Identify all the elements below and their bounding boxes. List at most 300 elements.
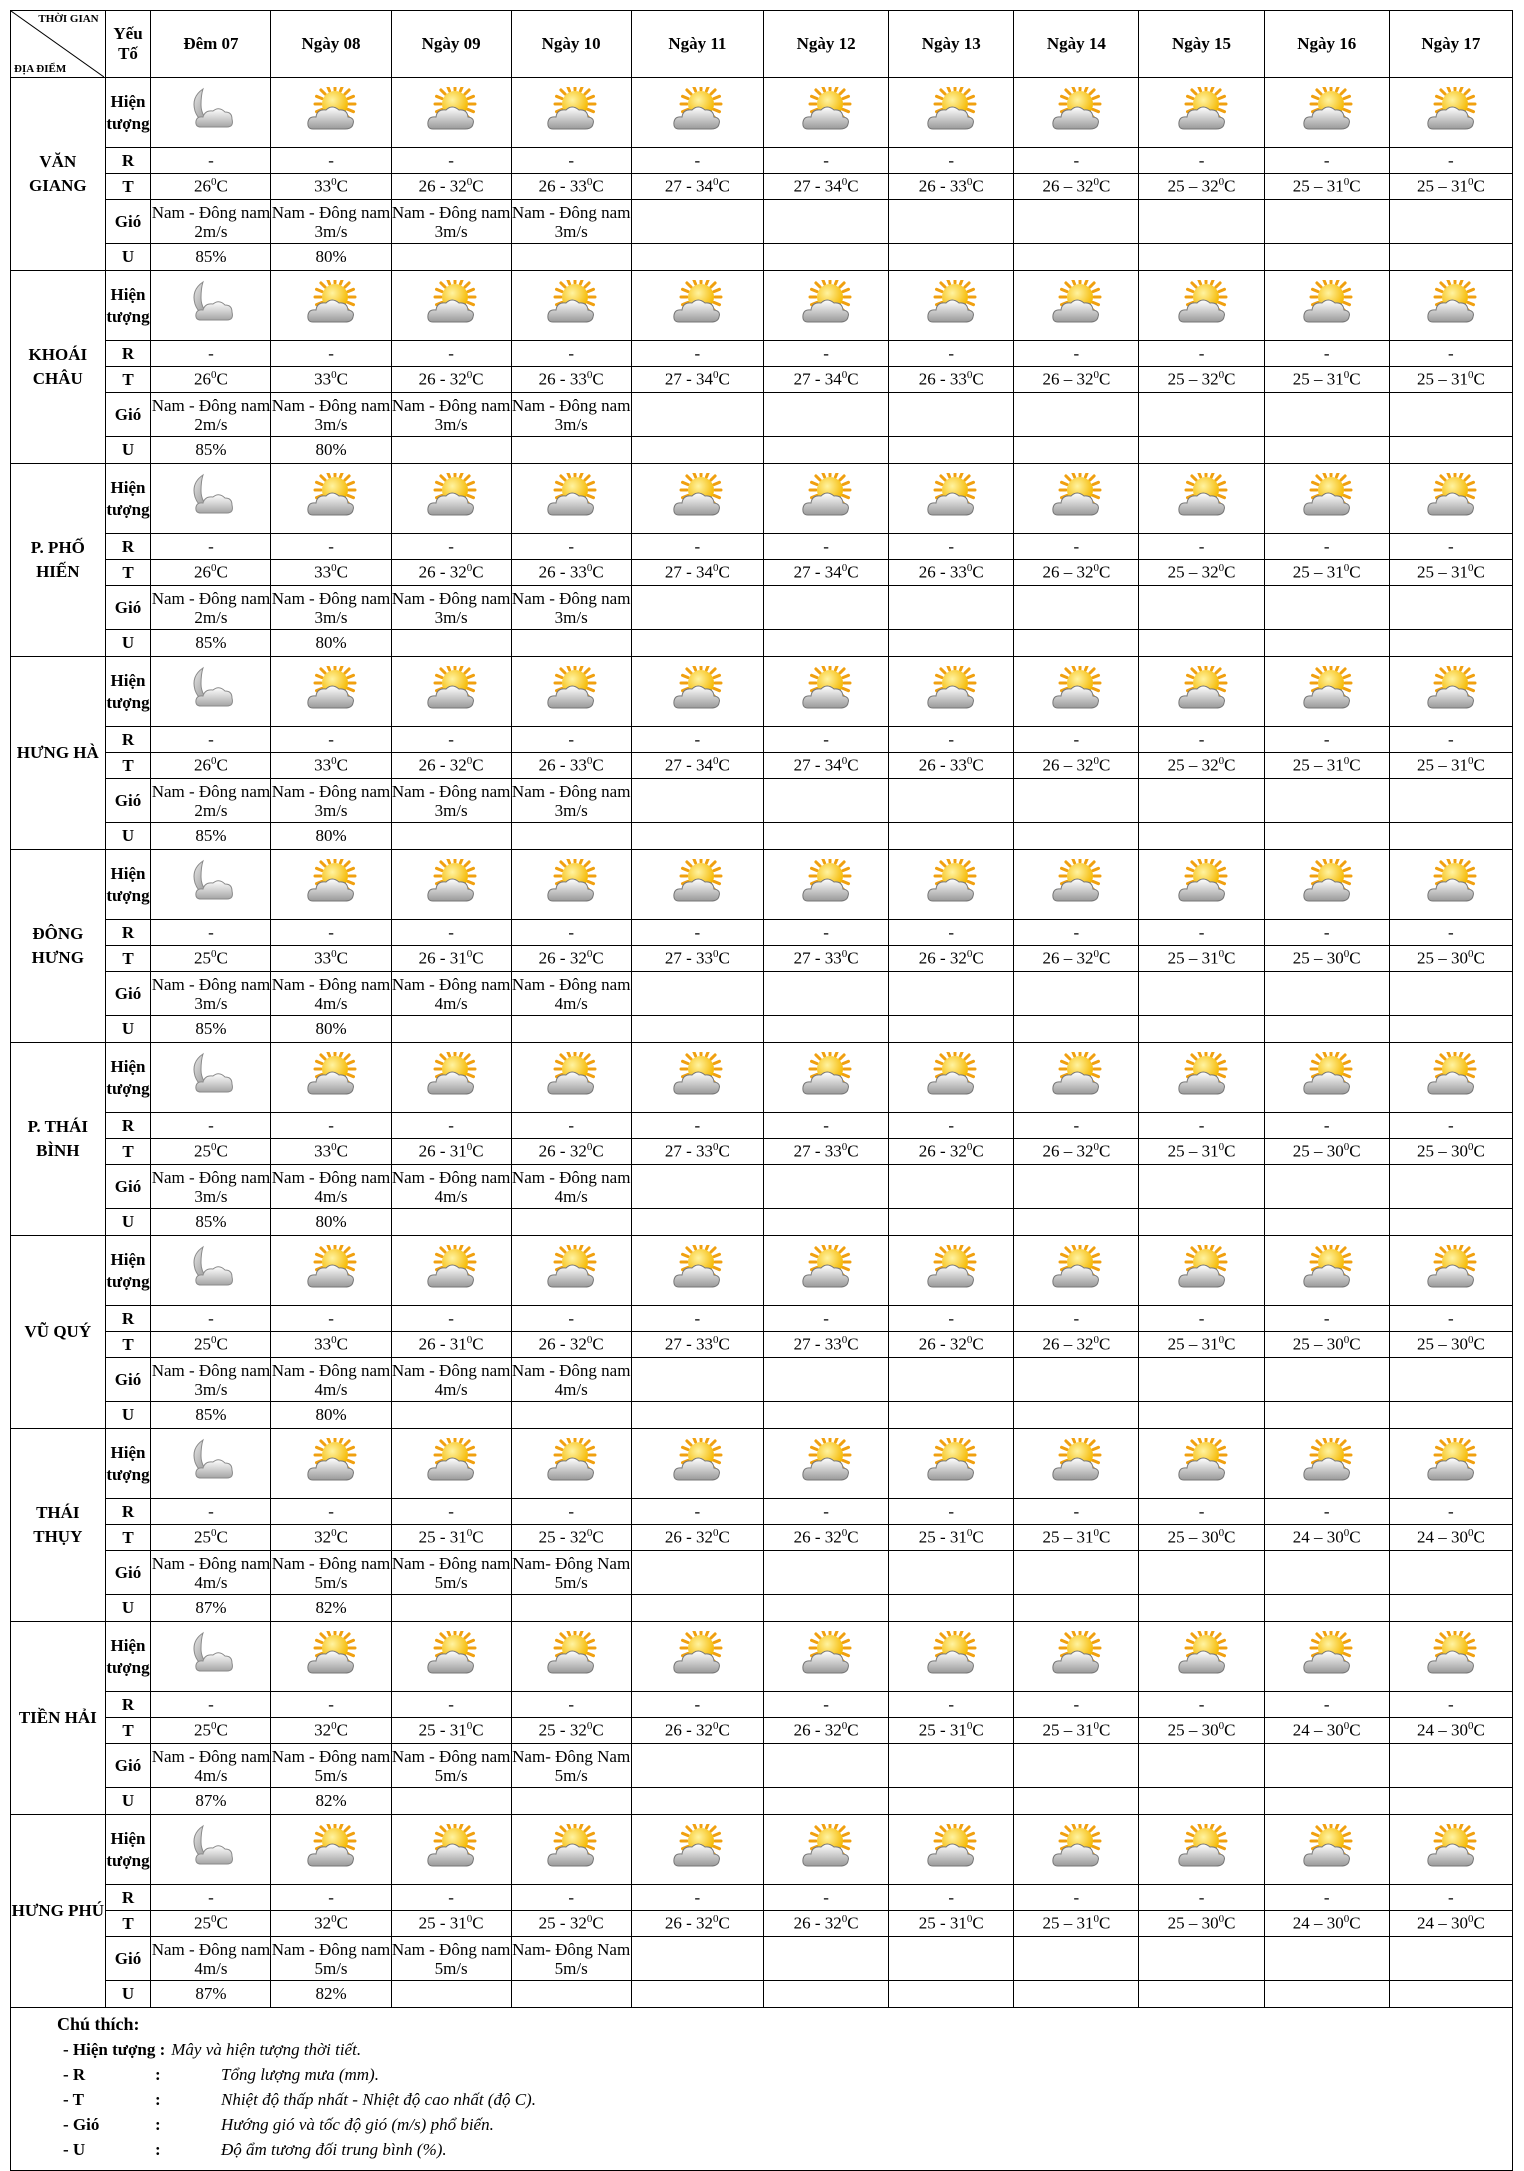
sun-cloud-icon [800, 87, 852, 138]
celsius-unit: C [1224, 1720, 1236, 1740]
row-icon [11, 1429, 1513, 1499]
sun-cloud-icon [800, 1052, 852, 1103]
temperature-value: 25 – 32 [1167, 369, 1219, 389]
temperature-value: 25 – 31 [1416, 369, 1468, 389]
sun-cloud-icon [305, 859, 357, 910]
rain-cell: - [1389, 341, 1512, 367]
celsius-unit: C [1098, 562, 1111, 582]
degree-mark: 0 [841, 1527, 848, 1540]
rain-cell: - [631, 920, 763, 946]
element-column-header: Yếu Tố [105, 11, 151, 78]
celsius-unit: C [1473, 1141, 1485, 1161]
celsius-unit: C [1224, 948, 1236, 968]
sun-cloud-icon [1176, 1824, 1228, 1875]
location-name: TIỀN HẢI [11, 1622, 106, 1815]
temperature-cell [1264, 753, 1389, 779]
degree-mark: 0 [1093, 562, 1099, 575]
temperature-cell [1389, 1911, 1512, 1937]
row-icon [11, 850, 1513, 920]
temperature-value: 25 – 31 [1167, 1334, 1219, 1354]
rain-cell: - [391, 534, 511, 560]
temperature-cell [1389, 1139, 1512, 1165]
weather-cell [1389, 271, 1512, 341]
wind-cell [1139, 972, 1264, 1016]
rain-cell: - [1264, 1885, 1389, 1911]
sun-cloud-icon [1425, 666, 1477, 717]
legend-description: Mây và hiện tượng thời tiết. [171, 2040, 362, 2059]
element-label-icon: Hiện tượng [105, 1236, 151, 1306]
temperature-cell [764, 1718, 889, 1744]
sun-cloud-icon [800, 859, 852, 910]
element-label-g: Gió [105, 586, 151, 630]
temperature-cell [151, 753, 271, 779]
weather-cell [1389, 464, 1512, 534]
weather-cell [1264, 271, 1389, 341]
legend-item [37, 2112, 1500, 2137]
weather-cell [764, 850, 889, 920]
wind-cell [889, 972, 1014, 1016]
rain-cell: - [1389, 1692, 1512, 1718]
wind-cell [764, 200, 889, 244]
celsius-unit: C [472, 1334, 484, 1354]
degree-mark: 0 [1093, 1527, 1099, 1540]
element-label-t: T [105, 1525, 151, 1551]
element-label-icon: Hiện tượng [105, 78, 151, 148]
humidity-cell: 80% [271, 1016, 391, 1043]
sun-cloud-icon [671, 280, 723, 331]
humidity-cell: 85% [151, 1402, 271, 1429]
humidity-cell: 87% [151, 1595, 271, 1622]
row-t [11, 1139, 1513, 1165]
rain-cell: - [1139, 1885, 1264, 1911]
sun-cloud-icon [671, 473, 723, 524]
sun-cloud-icon [1176, 1245, 1228, 1296]
celsius-unit: C [1473, 1913, 1485, 1933]
wind-cell [1139, 1358, 1264, 1402]
sun-cloud-icon [305, 1245, 357, 1296]
element-label-r: R [105, 727, 151, 753]
humidity-cell: 85% [151, 823, 271, 850]
temperature-cell [1139, 560, 1264, 586]
weather-cell [391, 850, 511, 920]
sun-cloud-icon [545, 280, 597, 331]
sun-cloud-icon [1050, 1052, 1102, 1103]
weather-cell [511, 850, 631, 920]
humidity-cell [391, 1402, 511, 1429]
row-u [11, 437, 1513, 464]
weather-cell [151, 1815, 271, 1885]
temperature-value: 25 - 32 [538, 1913, 587, 1933]
temperature-cell [631, 946, 763, 972]
humidity-cell [1014, 437, 1139, 464]
element-label-u: U [105, 1016, 151, 1043]
forecast-document [10, 10, 1513, 2171]
temperature-cell [1264, 174, 1389, 200]
sun-cloud-icon [1301, 1052, 1353, 1103]
temperature-value: 26 - 32 [418, 755, 467, 775]
weather-cell [1264, 1815, 1389, 1885]
weather-cell [631, 850, 763, 920]
wind-cell [889, 1937, 1014, 1981]
wind-cell [1014, 586, 1139, 630]
weather-cell [1139, 1622, 1264, 1692]
rain-cell: - [889, 920, 1014, 946]
temperature-value: 33 [314, 948, 332, 968]
sun-cloud-icon [305, 1438, 357, 1489]
celsius-unit: C [336, 1720, 348, 1740]
temperature-cell [631, 1718, 763, 1744]
humidity-cell [511, 630, 631, 657]
celsius-unit: C [972, 1720, 984, 1740]
humidity-cell: 80% [271, 1209, 391, 1236]
weather-cell [271, 850, 391, 920]
temperature-value: 26 – 32 [1042, 562, 1094, 582]
temperature-cell [1264, 1525, 1389, 1551]
celsius-unit: C [847, 1720, 859, 1740]
sun-cloud-icon [305, 87, 357, 138]
humidity-cell: 82% [271, 1595, 391, 1622]
element-label-icon: Hiện tượng [105, 1622, 151, 1692]
rain-cell: - [631, 1499, 763, 1525]
wind-cell [631, 393, 763, 437]
rain-cell: - [151, 1499, 271, 1525]
weather-cell [1014, 1429, 1139, 1499]
temperature-value: 26 - 33 [538, 755, 587, 775]
temperature-value: 32 [314, 1913, 332, 1933]
temperature-cell [1014, 946, 1139, 972]
celsius-unit: C [472, 176, 484, 196]
temperature-cell [889, 174, 1014, 200]
temperature-cell [631, 367, 763, 393]
sun-cloud-icon [425, 1631, 477, 1682]
temperature-cell [631, 1911, 763, 1937]
weather-cell [391, 78, 511, 148]
weather-cell [1264, 1236, 1389, 1306]
sun-cloud-icon [1301, 1824, 1353, 1875]
wind-cell [764, 1165, 889, 1209]
sun-cloud-icon [671, 1052, 723, 1103]
celsius-unit: C [1473, 562, 1485, 582]
element-label-g: Gió [105, 1165, 151, 1209]
weather-cell [271, 1622, 391, 1692]
location-name: ĐÔNG HƯNG [11, 850, 106, 1043]
forecast-table [10, 10, 1513, 2008]
celsius-unit: C [1349, 1720, 1361, 1740]
temperature-value: 25 – 31 [1042, 1720, 1094, 1740]
sun-cloud-icon [925, 1438, 977, 1489]
humidity-cell [889, 244, 1014, 271]
celsius-unit: C [216, 1527, 228, 1547]
temperature-value: 25 – 30 [1167, 1913, 1219, 1933]
temperature-value: 26 - 32 [918, 1141, 967, 1161]
temperature-cell [1389, 1718, 1512, 1744]
weather-cell [391, 1815, 511, 1885]
temperature-value: 25 [194, 1720, 212, 1740]
degree-mark: 0 [713, 1720, 719, 1733]
celsius-unit: C [336, 1527, 348, 1547]
sun-cloud-icon [1050, 1631, 1102, 1682]
wind-cell [1014, 393, 1139, 437]
rain-cell: - [391, 920, 511, 946]
wind-cell: Nam - Đông nam 5m/s [391, 1744, 511, 1788]
celsius-unit: C [336, 948, 348, 968]
temperature-value: 26 - 33 [918, 369, 967, 389]
degree-mark: 0 [211, 562, 217, 575]
humidity-cell [1139, 1402, 1264, 1429]
celsius-unit: C [718, 369, 730, 389]
wind-cell [1264, 1937, 1389, 1981]
degree-mark: 0 [1218, 176, 1225, 189]
rain-cell: - [889, 1885, 1014, 1911]
sun-cloud-icon [800, 280, 852, 331]
row-u [11, 1788, 1513, 1815]
humidity-cell [889, 823, 1014, 850]
row-u [11, 823, 1513, 850]
celsius-unit: C [972, 562, 984, 582]
rain-cell: - [151, 534, 271, 560]
wind-cell [1264, 393, 1389, 437]
temperature-cell [889, 753, 1014, 779]
temperature-value: 33 [314, 562, 332, 582]
humidity-cell [1139, 244, 1264, 271]
wind-cell [1139, 1165, 1264, 1209]
celsius-unit: C [216, 755, 228, 775]
sun-cloud-icon [925, 1245, 977, 1296]
wind-cell: Nam - Đông nam 5m/s [271, 1551, 391, 1595]
rain-cell: - [391, 148, 511, 174]
temperature-value: 25 – 30 [1292, 1334, 1344, 1354]
humidity-cell [1014, 1981, 1139, 2008]
humidity-cell [1264, 1016, 1389, 1043]
row-u [11, 1595, 1513, 1622]
degree-mark: 0 [331, 1334, 337, 1347]
temperature-value: 33 [314, 369, 332, 389]
weather-cell [151, 1622, 271, 1692]
rain-cell: - [1264, 341, 1389, 367]
temperature-cell [1139, 1911, 1264, 1937]
temperature-cell [271, 1718, 391, 1744]
humidity-cell [1389, 1788, 1512, 1815]
celsius-unit: C [847, 755, 859, 775]
humidity-cell [1264, 1981, 1389, 2008]
element-label-r: R [105, 341, 151, 367]
celsius-unit: C [1224, 755, 1236, 775]
row-g [11, 1937, 1513, 1981]
degree-mark: 0 [211, 1720, 217, 1733]
wind-cell [764, 1937, 889, 1981]
degree-mark: 0 [586, 755, 593, 768]
sun-cloud-icon [1050, 1245, 1102, 1296]
humidity-cell: 87% [151, 1788, 271, 1815]
celsius-unit: C [216, 562, 228, 582]
weather-cell [889, 657, 1014, 727]
celsius-unit: C [1224, 1527, 1236, 1547]
element-label-r: R [105, 1306, 151, 1332]
degree-mark: 0 [211, 1334, 217, 1347]
degree-mark: 0 [331, 1527, 337, 1540]
temperature-cell [764, 1525, 889, 1551]
degree-mark: 0 [586, 948, 593, 961]
temperature-cell [391, 1332, 511, 1358]
weather-cell [889, 464, 1014, 534]
humidity-cell [631, 1016, 763, 1043]
temperature-value: 25 – 31 [1042, 1527, 1094, 1547]
wind-cell: Nam - Đông nam 3m/s [271, 779, 391, 823]
degree-mark: 0 [1093, 1913, 1099, 1926]
rain-cell: - [1014, 534, 1139, 560]
temperature-value: 26 - 32 [538, 1141, 587, 1161]
weather-cell [511, 271, 631, 341]
weather-cell [1264, 78, 1389, 148]
wind-cell: Nam - Đông nam 2m/s [151, 200, 271, 244]
location-name: VŨ QUÝ [11, 1236, 106, 1429]
degree-mark: 0 [966, 1720, 973, 1733]
degree-mark: 0 [713, 562, 719, 575]
humidity-cell: 85% [151, 1016, 271, 1043]
row-u [11, 1981, 1513, 2008]
celsius-unit: C [592, 1141, 604, 1161]
sun-cloud-icon [1176, 473, 1228, 524]
celsius-unit: C [1098, 1141, 1111, 1161]
sun-cloud-icon [1176, 1438, 1228, 1489]
celsius-unit: C [1473, 1334, 1485, 1354]
temperature-value: 26 [194, 755, 212, 775]
row-u [11, 1402, 1513, 1429]
wind-cell: Nam - Đông nam 4m/s [511, 972, 631, 1016]
humidity-cell [631, 823, 763, 850]
wind-cell [764, 1551, 889, 1595]
temperature-cell [1264, 1332, 1389, 1358]
degree-mark: 0 [586, 562, 593, 575]
humidity-cell [1139, 823, 1264, 850]
degree-mark: 0 [1343, 755, 1350, 768]
degree-mark: 0 [1093, 369, 1099, 382]
temperature-value: 26 [194, 176, 212, 196]
humidity-cell [764, 1016, 889, 1043]
humidity-cell [391, 630, 511, 657]
temperature-value: 26 – 32 [1042, 1334, 1094, 1354]
humidity-cell [764, 1595, 889, 1622]
humidity-cell [1389, 1981, 1512, 2008]
wind-cell [1139, 779, 1264, 823]
humidity-cell [1389, 437, 1512, 464]
weather-cell [1264, 657, 1389, 727]
temperature-value: 27 - 34 [793, 369, 842, 389]
weather-cell [1014, 1236, 1139, 1306]
degree-mark: 0 [1467, 1913, 1474, 1926]
weather-cell [1139, 657, 1264, 727]
rain-cell: - [151, 148, 271, 174]
temperature-cell [889, 1718, 1014, 1744]
humidity-cell [1014, 823, 1139, 850]
humidity-cell [391, 437, 511, 464]
legend-key: - T [63, 2090, 84, 2109]
temperature-cell [511, 367, 631, 393]
sun-cloud-icon [671, 666, 723, 717]
wind-cell: Nam - Đông nam 4m/s [511, 1165, 631, 1209]
degree-mark: 0 [466, 1527, 473, 1540]
humidity-cell [511, 1981, 631, 2008]
wind-cell [1014, 1358, 1139, 1402]
weather-cell [889, 271, 1014, 341]
sun-cloud-icon [800, 666, 852, 717]
sun-cloud-icon [800, 473, 852, 524]
weather-cell [1264, 850, 1389, 920]
degree-mark: 0 [466, 948, 473, 961]
temperature-cell [151, 1332, 271, 1358]
element-label-icon: Hiện tượng [105, 1429, 151, 1499]
moon-cloud-icon [187, 473, 235, 524]
temperature-cell [511, 1911, 631, 1937]
wind-cell: Nam - Đông nam 3m/s [151, 972, 271, 1016]
rain-cell: - [1139, 341, 1264, 367]
degree-mark: 0 [586, 1141, 593, 1154]
celsius-unit: C [847, 562, 859, 582]
celsius-unit: C [972, 1334, 984, 1354]
temperature-cell [1264, 946, 1389, 972]
temperature-cell [1014, 1525, 1139, 1551]
sun-cloud-icon [671, 1631, 723, 1682]
sun-cloud-icon [1301, 280, 1353, 331]
element-label-t: T [105, 1911, 151, 1937]
sun-cloud-icon [1425, 1824, 1477, 1875]
humidity-cell [764, 1402, 889, 1429]
temperature-value: 24 – 30 [1292, 1720, 1344, 1740]
wind-cell: Nam- Đông Nam 5m/s [511, 1551, 631, 1595]
weather-cell [1389, 78, 1512, 148]
element-label-u: U [105, 437, 151, 464]
celsius-unit: C [1473, 948, 1485, 968]
rain-cell: - [1264, 1692, 1389, 1718]
rain-cell: - [1389, 1306, 1512, 1332]
weather-cell [1014, 271, 1139, 341]
temperature-cell [271, 560, 391, 586]
degree-mark: 0 [1093, 948, 1099, 961]
celsius-unit: C [1349, 1141, 1361, 1161]
weather-cell [511, 78, 631, 148]
row-icon [11, 1815, 1513, 1885]
sun-cloud-icon [1425, 473, 1477, 524]
moon-cloud-icon [187, 1052, 235, 1103]
weather-cell [889, 1622, 1014, 1692]
temperature-value: 27 - 33 [793, 1334, 842, 1354]
humidity-cell [391, 823, 511, 850]
celsius-unit: C [718, 1913, 730, 1933]
legend-item [37, 2137, 1500, 2162]
wind-cell [1139, 1551, 1264, 1595]
temperature-cell [1139, 1718, 1264, 1744]
rain-cell: - [1389, 148, 1512, 174]
celsius-unit: C [1098, 755, 1111, 775]
wind-cell [1389, 586, 1512, 630]
wind-cell [1389, 1744, 1512, 1788]
sun-cloud-icon [1050, 1438, 1102, 1489]
rain-cell: - [631, 727, 763, 753]
wind-cell: Nam - Đông nam 3m/s [391, 200, 511, 244]
humidity-cell [1264, 244, 1389, 271]
degree-mark: 0 [1467, 755, 1474, 768]
wind-cell [1264, 972, 1389, 1016]
temperature-value: 26 [194, 369, 212, 389]
weather-cell [1389, 1429, 1512, 1499]
weather-cell [271, 271, 391, 341]
element-label-t: T [105, 1718, 151, 1744]
temperature-value: 26 – 32 [1042, 176, 1094, 196]
humidity-cell [1389, 1595, 1512, 1622]
temperature-cell [1139, 946, 1264, 972]
row-u [11, 1209, 1513, 1236]
rain-cell: - [764, 920, 889, 946]
